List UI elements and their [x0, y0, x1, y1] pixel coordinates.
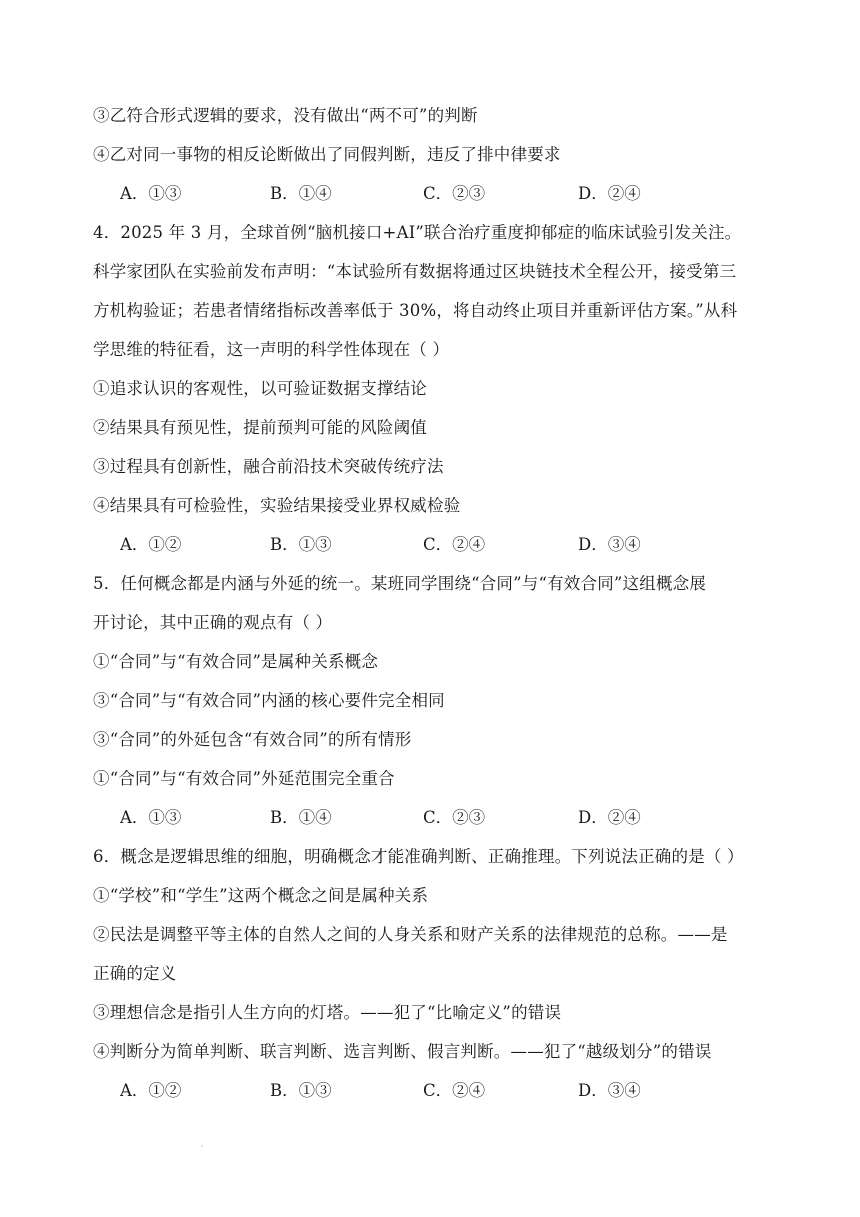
q4-stem-line-4: 学思维的特征看，这一声明的科学性体现在（ ）	[93, 340, 450, 359]
q6-option-a: A．①②	[120, 1081, 182, 1100]
q6-option-d: D．③④	[578, 1081, 641, 1100]
prev-option-a: A．①③	[120, 184, 182, 203]
q5-option-c: C．②③	[423, 808, 486, 827]
prev-statement-4: ④乙对同一事物的相反论断做出了同假判断，违反了排中律要求	[93, 145, 561, 164]
q5-statement-4: ①“合同”与“有效合同”外延范围完全重合	[93, 769, 395, 788]
q5-option-a: A．①③	[120, 808, 182, 827]
q4-option-b: B．①③	[270, 535, 332, 554]
q6-statement-3: ③理想信念是指引人生方向的灯塔。——犯了“比喻定义”的错误	[93, 1003, 562, 1022]
q4-statement-2: ②结果具有预见性，提前预判可能的风险阈值	[93, 418, 427, 437]
q5-statement-2: ③“合同”与“有效合同”内涵的核心要件完全相同	[93, 691, 445, 710]
q6-statement-2-cont: 正确的定义	[93, 964, 177, 983]
scan-speck	[201, 1145, 203, 1147]
q6-stem-line-1: 6．概念是逻辑思维的细胞，明确概念才能准确判断、正确推理。下列说法正确的是（ ）	[93, 847, 744, 866]
q5-statement-3: ③“合同”的外延包含“有效合同”的所有情形	[93, 730, 412, 749]
q4-stem-line-3: 方机构验证；若患者情绪指标改善率低于 30%，将自动终止项目并重新评估方案。”从科	[93, 301, 738, 320]
q4-option-c: C．②④	[423, 535, 486, 554]
q4-option-a: A．①②	[120, 535, 182, 554]
q4-option-d: D．③④	[578, 535, 641, 554]
q6-statement-1: ①“学校”和“学生”这两个概念之间是属种关系	[93, 886, 429, 905]
prev-option-b: B．①④	[270, 184, 332, 203]
q4-stem-line-1: 4．2025 年 3 月，全球首例“脑机接口+AI”联合治疗重度抑郁症的临床试验引发关注。	[93, 223, 742, 242]
q4-stem-line-2: 科学家团队在实验前发布声明：“本试验所有数据将通过区块链技术全程公开，接受第三	[93, 262, 737, 281]
q5-stem-line-2: 开讨论，其中正确的观点有（ ）	[93, 613, 333, 632]
prev-option-d: D．②④	[578, 184, 641, 203]
q6-option-c: C．②④	[423, 1081, 486, 1100]
q6-statement-4: ④判断分为简单判断、联言判断、选言判断、假言判断。——犯了“越级划分”的错误	[93, 1042, 712, 1061]
prev-option-c: C．②③	[423, 184, 486, 203]
q4-statement-3: ③过程具有创新性，融合前沿技术突破传统疗法	[93, 457, 444, 476]
q6-statement-2: ②民法是调整平等主体的自然人之间的人身关系和财产关系的法律规范的总称。——是	[93, 925, 728, 944]
q5-option-b: B．①④	[270, 808, 332, 827]
prev-statement-3: ③乙符合形式逻辑的要求，没有做出“两不可”的判断	[93, 106, 478, 125]
q5-option-d: D．②④	[578, 808, 641, 827]
q4-statement-1: ①追求认识的客观性，以可验证数据支撑结论	[93, 379, 427, 398]
q6-option-b: B．①③	[270, 1081, 332, 1100]
q5-statement-1: ①“合同”与“有效合同”是属种关系概念	[93, 652, 379, 671]
q5-stem-line-1: 5．任何概念都是内涵与外延的统一。某班同学围绕“合同”与“有效合同”这组概念展	[93, 574, 707, 593]
q4-statement-4: ④结果具有可检验性，实验结果接受业界权威检验	[93, 496, 461, 515]
